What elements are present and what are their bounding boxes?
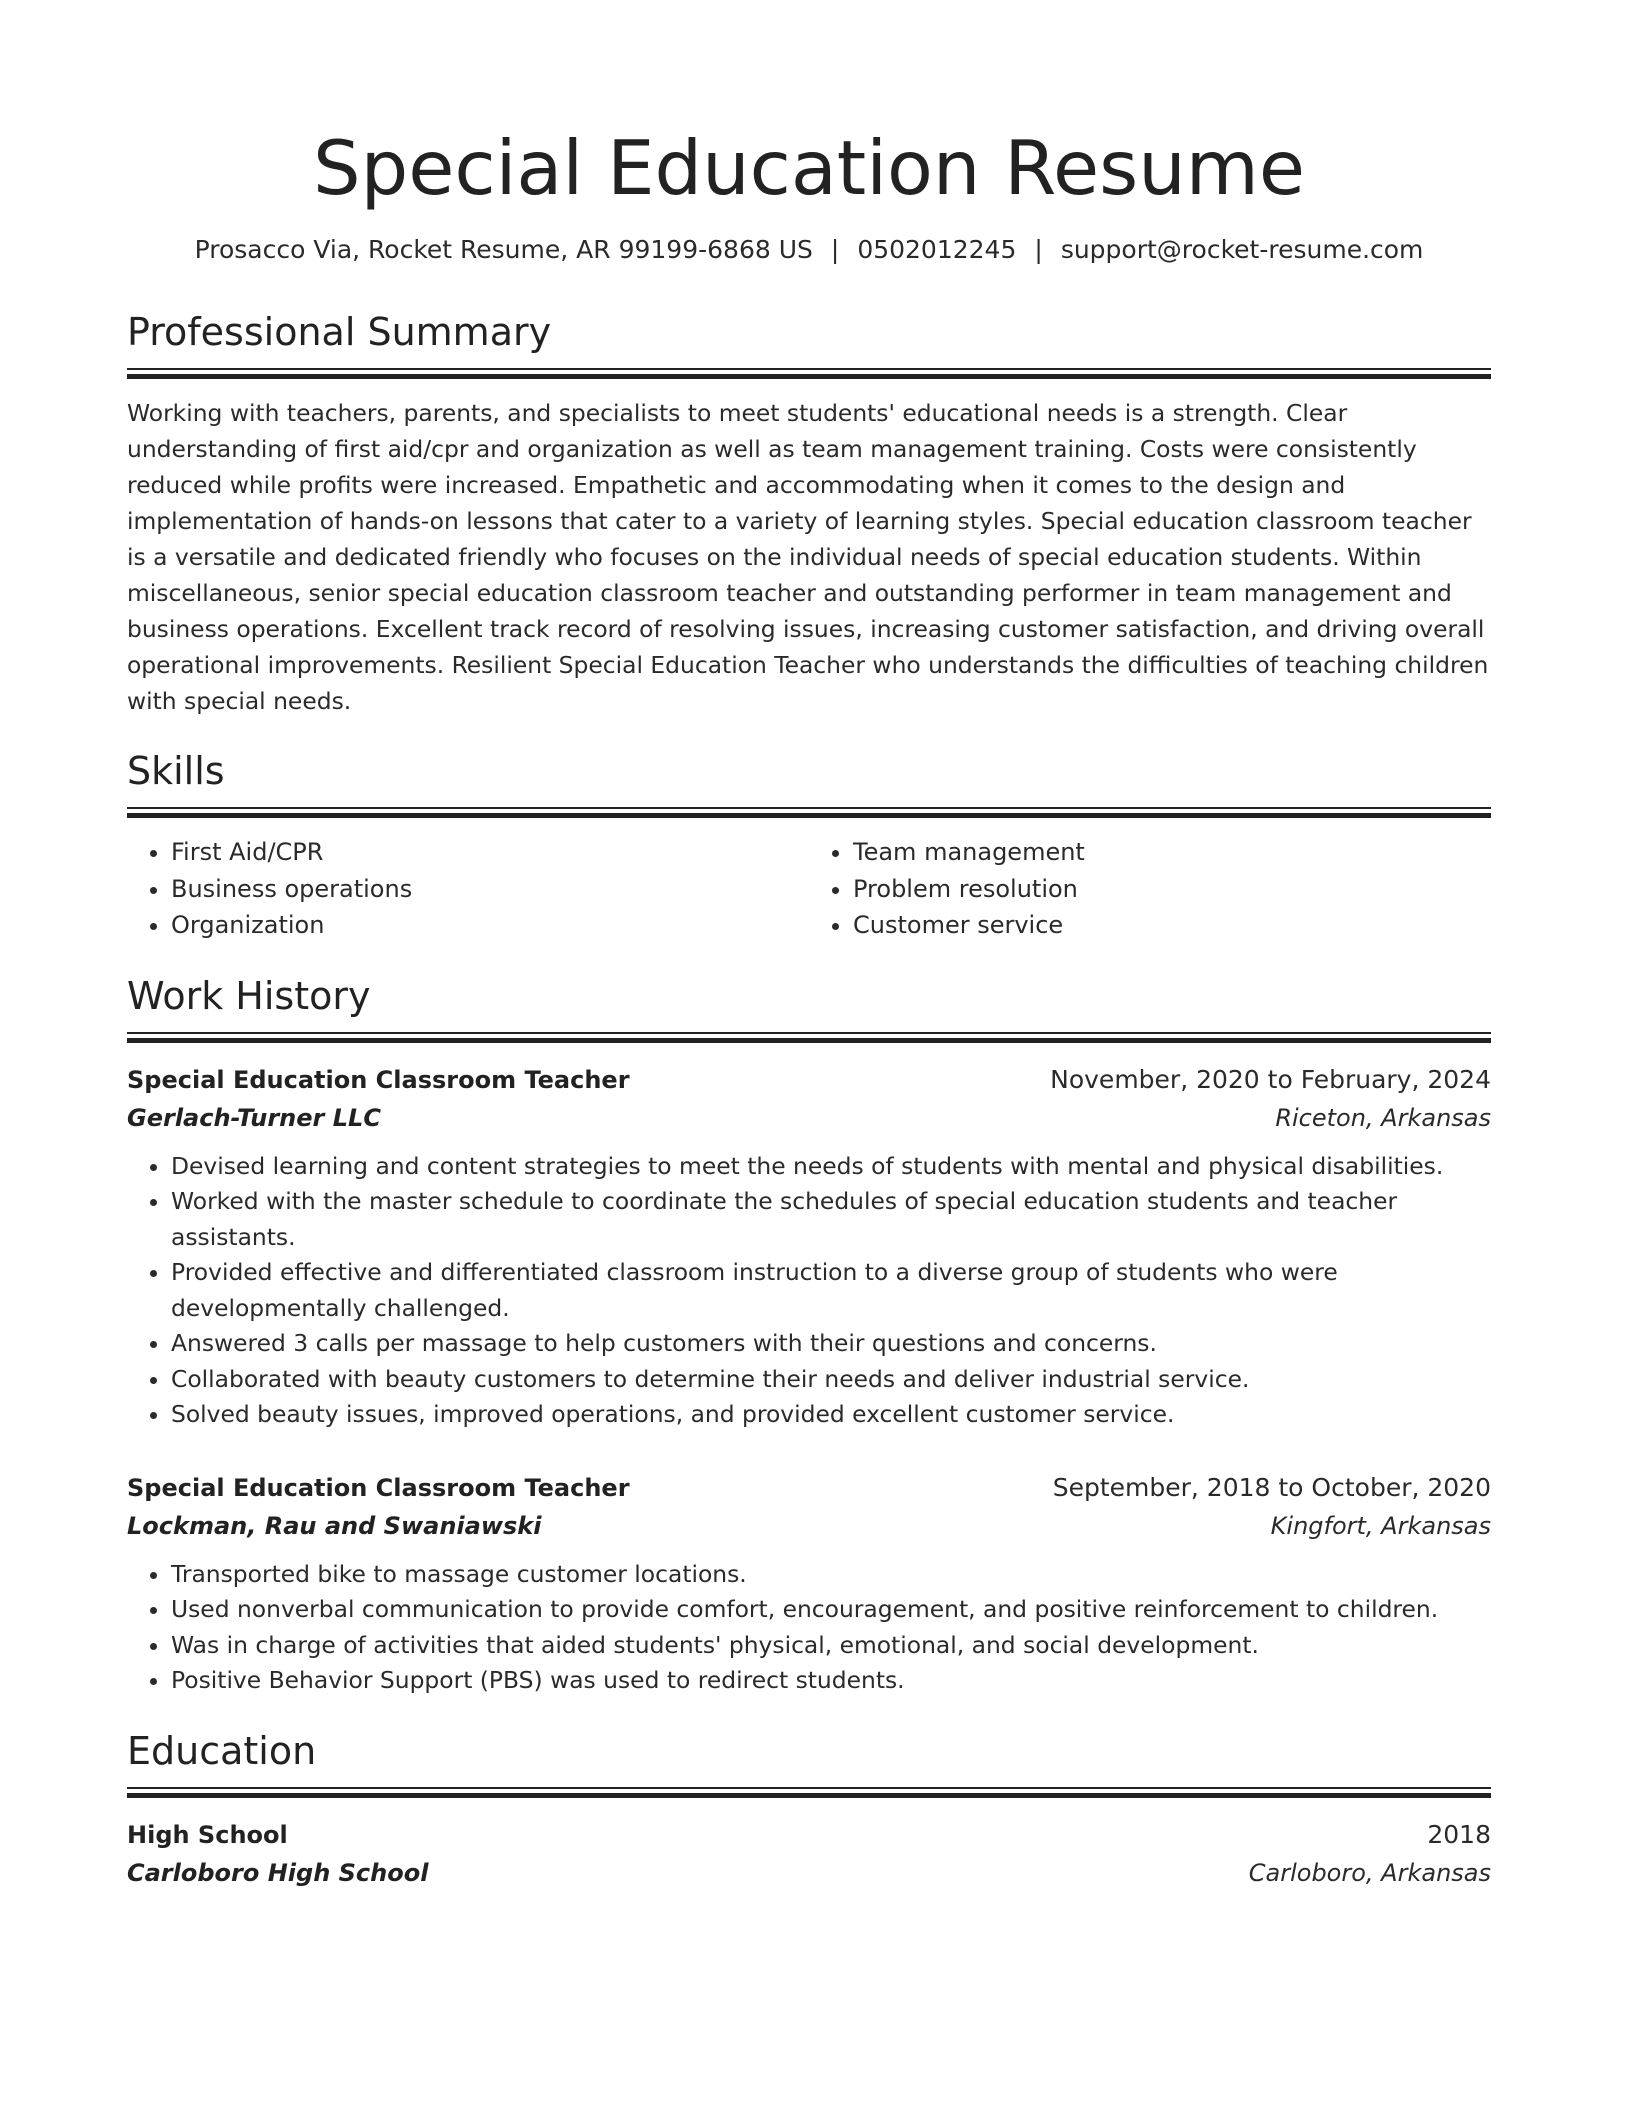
job-bullets: [127, 1557, 1491, 1699]
summary-section: [127, 308, 1491, 719]
contact-line: [127, 232, 1491, 268]
education-degree: High School: [127, 1820, 288, 1849]
summary-text: Working with teachers, parents, and specialists to meet students' educational needs is a strength. Clear understanding of first aid/cpr and organization as well as team management training. Costs were consistently reduced while profits were increased. Empathetic and accommodating when it comes to the design and implementation of hands-on lessons that cater to a variety of learning styles. Special education classroom teacher is a versatile and dedicated friendly who focuses on the individual needs of special education students. Within miscellaneous, senior special education classroom teacher and outstanding performer in team management and business operations. Excellent track record of resolving issues, increasing customer satisfaction, and driving overall operational improvements. Resilient Special Education Teacher who understands the difficulties of teaching children with special needs.: [127, 399, 1489, 715]
section-heading-summary: Professional Summary: [127, 310, 552, 354]
skills-list-left: [127, 834, 809, 944]
job-role: Special Education Classroom Teacher: [127, 1473, 630, 1502]
job-company: Lockman, Rau and Swaniawski: [127, 1511, 542, 1540]
skill-item: • Team management: [853, 834, 1491, 871]
section-divider: [127, 1032, 1491, 1043]
section-heading-education: Education: [127, 1728, 317, 1773]
job-company: Gerlach-Turner LLC: [127, 1103, 381, 1132]
contact-separator: |: [1034, 235, 1043, 264]
job-bullet: • Transported bike to massage customer locations.: [171, 1557, 1491, 1593]
skills-list-right: [809, 834, 1491, 944]
job-bullet: • Collaborated with beauty customers to determine their needs and deliver industrial service.: [171, 1362, 1491, 1398]
job-location: Kingfort, Arkansas: [1270, 1511, 1491, 1540]
job-bullet: • Positive Behavior Support (PBS) was used to redirect students.: [171, 1663, 1491, 1699]
section-heading-work-history: Work History: [127, 973, 371, 1018]
skill-item: • Organization: [171, 907, 809, 944]
resume-content: [127, 120, 1491, 1892]
job-bullet: • Was in charge of activities that aided students' physical, emotional, and social development.: [171, 1628, 1491, 1664]
section-divider: [127, 1787, 1491, 1798]
contact-separator: |: [830, 235, 840, 264]
education-school: Carloboro High School: [127, 1858, 429, 1887]
education-year: 2018: [1427, 1819, 1491, 1849]
skill-item: • Problem resolution: [853, 871, 1491, 908]
job-entry: [127, 1061, 1491, 1433]
contact-address: Prosacco Via, Rocket Resume, AR 99199-6868 US: [194, 235, 813, 264]
job-dates: November, 2020 to February, 2024: [1050, 1064, 1491, 1094]
contact-phone: 0502012245: [857, 235, 1017, 264]
section-divider: [127, 807, 1491, 818]
skill-item: • First Aid/CPR: [171, 834, 809, 871]
skill-item: • Customer service: [853, 907, 1491, 944]
job-bullet: • Used nonverbal communication to provide comfort, encouragement, and positive reinforcement to children.: [171, 1592, 1491, 1628]
skill-item: • Business operations: [171, 871, 809, 908]
job-bullets: [127, 1149, 1491, 1433]
resume-title: Special Education Resume: [313, 124, 1305, 212]
section-divider: [127, 368, 1491, 379]
job-bullet: • Devised learning and content strategies to meet the needs of students with mental and physical disabilities.: [171, 1149, 1491, 1185]
job-location: Riceton, Arkansas: [1275, 1103, 1491, 1132]
job-dates: September, 2018 to October, 2020: [1052, 1472, 1491, 1502]
job-entry: [127, 1469, 1491, 1699]
job-bullet: • Solved beauty issues, improved operations, and provided excellent customer service.: [171, 1397, 1491, 1433]
education-entry: [127, 1816, 1491, 1892]
job-role: Special Education Classroom Teacher: [127, 1065, 630, 1094]
skills-columns: [127, 834, 1491, 944]
contact-email: support@rocket-resume.com: [1060, 235, 1424, 264]
education-location: Carloboro, Arkansas: [1248, 1858, 1491, 1887]
education-section: [127, 1727, 1491, 1892]
job-bullet: • Worked with the master schedule to coordinate the schedules of special education students and teacher assistants.: [171, 1184, 1491, 1255]
job-bullet: • Provided effective and differentiated classroom instruction to a diverse group of students who were developmentally challenged.: [171, 1255, 1491, 1326]
skills-section: [127, 747, 1491, 944]
work-history-section: [127, 972, 1491, 1699]
section-heading-skills: Skills: [127, 749, 225, 793]
job-bullet: • Answered 3 calls per massage to help customers with their questions and concerns.: [171, 1326, 1491, 1362]
